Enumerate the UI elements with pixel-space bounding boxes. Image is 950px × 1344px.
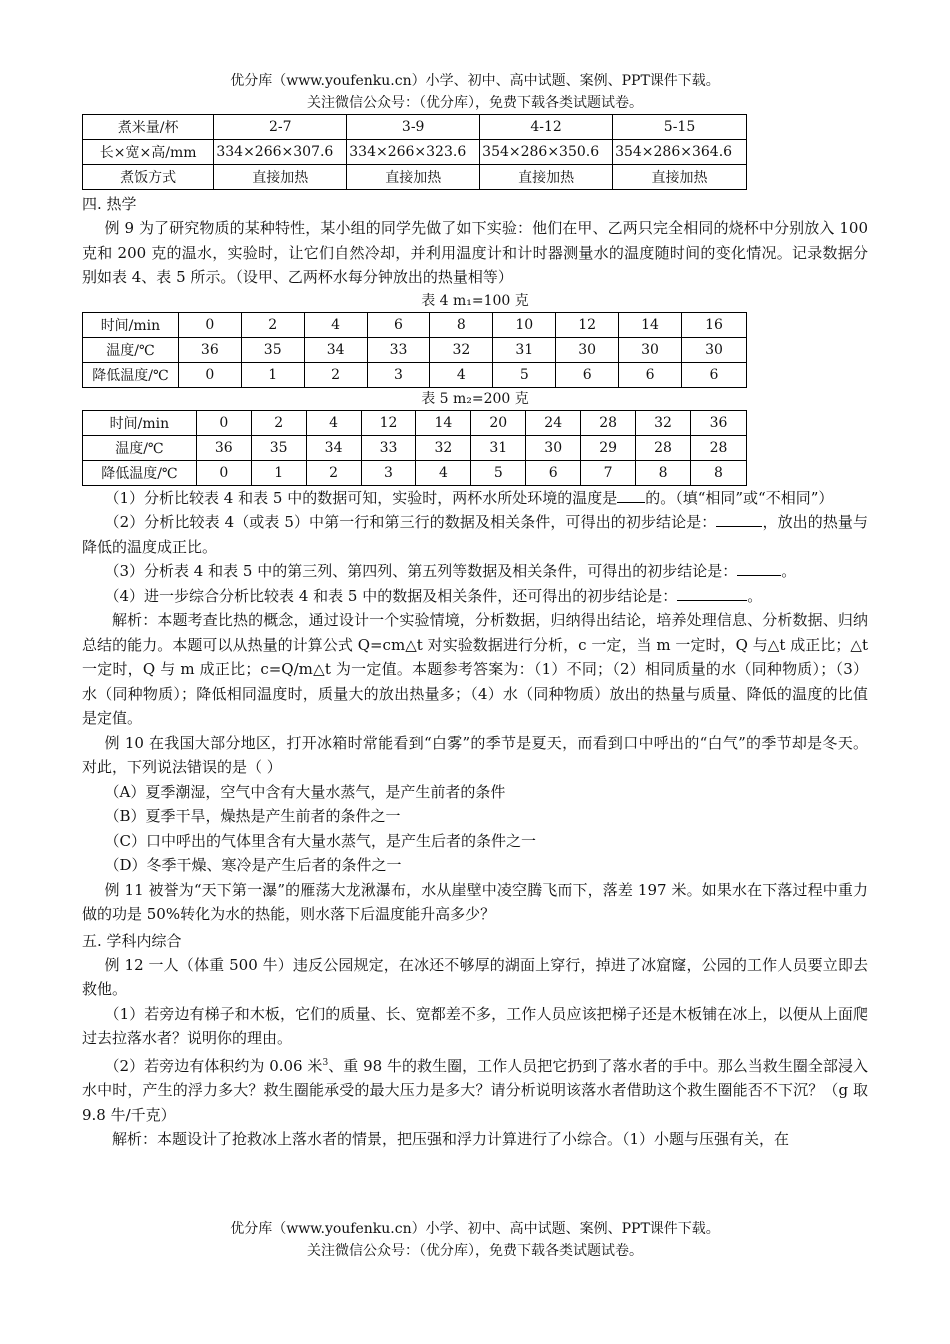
- table-cell: 14: [619, 312, 682, 337]
- table-cell: 334×266×307.6: [214, 140, 347, 165]
- table-cell: 32: [416, 435, 471, 460]
- table-cell: 334×266×323.6: [347, 140, 480, 165]
- option-a: （A）夏季潮湿，空气中含有大量水蒸气，是产生前者的条件: [104, 782, 506, 801]
- table-cell: 4: [430, 362, 493, 387]
- section-heading-5: 五. 学科内综合: [82, 931, 182, 950]
- example-12-text: 例 12 一人（体重 500 牛）违反公园规定，在冰还不够厚的湖面上穿行，掉进了冰窟窿，公园的工作人员要立即去救他。: [82, 955, 868, 998]
- table-cell: 34: [306, 435, 361, 460]
- table-cell: 4: [306, 410, 361, 435]
- table-cell: 0: [196, 460, 251, 485]
- question-2-tail: ，放出的热量与降低的温度成正比。: [82, 513, 868, 556]
- option-b: （B）夏季干旱，燥热是产生前者的条件之一: [104, 807, 401, 825]
- table-cell: 5: [471, 460, 526, 485]
- table-cell: 0: [178, 362, 241, 387]
- table-cell: 直接加热: [613, 165, 747, 190]
- header-line-1: 优分库（www.youfenku.cn）小学、初中、高中试题、案例、PPT课件下载。: [230, 73, 720, 89]
- table-cell: 12: [361, 410, 416, 435]
- table-cell: 4-12: [480, 115, 613, 140]
- table-cell: 0: [178, 312, 241, 337]
- table-cell: 354×286×364.6: [613, 140, 747, 165]
- example-12-analysis: 解析：本题设计了抢救冰上落水者的情景，把压强和浮力计算进行了小综合。（1）小题与压强有关，在: [112, 1130, 790, 1148]
- table-row: [83, 460, 747, 485]
- example-12-q1: （1）若旁边有梯子和木板，它们的质量、长、宽都差不多，工作人员应该把梯子还是木板铺在冰上，以便从上面爬过去拉落水者？说明你的理由。: [82, 1004, 868, 1047]
- table-cell: 31: [493, 337, 556, 362]
- table-4: [82, 312, 747, 388]
- table-cell: 10: [493, 312, 556, 337]
- table-cell: 0: [196, 410, 251, 435]
- table-cell: 温度/℃: [83, 435, 197, 460]
- example-9-text: 例 9 为了研究物质的某种特性，某小组的同学先做了如下实验：他们在甲、乙两只完全相同的烧杯中分别放入 100 克和 200 克的温水，实验时，让它们自然冷却，并利用温度计和计时器测量水的温度随时间的变化情况。记录数据分别如表 4、表 5 所示。（设甲、乙两杯水每分钟放出的热量相等）: [82, 219, 868, 286]
- table-cell: 33: [367, 337, 430, 362]
- option-c: （C）口中呼出的气体里含有大量水蒸气，是产生后者的条件之一: [104, 831, 536, 850]
- page-footer: [82, 1218, 868, 1262]
- table-cell: 6: [682, 362, 747, 387]
- table-cell: 35: [241, 337, 304, 362]
- table-cell: 30: [526, 435, 581, 460]
- table-cell: 直接加热: [347, 165, 480, 190]
- question-1-tail: 的。（填“相同”或“不相同”）: [645, 488, 834, 507]
- table-cell: 35: [251, 435, 306, 460]
- table-cell: 31: [471, 435, 526, 460]
- table-cell: 降低温度/℃: [83, 460, 197, 485]
- table-cell: 6: [619, 362, 682, 387]
- table-row: [83, 115, 747, 140]
- example-11-text: 例 11 被誉为“天下第一瀑”的雁荡大龙湫瀑布，水从崖壁中凌空腾飞而下，落差 197 米。如果水在下落过程中重力做的功是 50%转化为水的热能，则水落下后温度能升高多少？: [82, 880, 868, 923]
- table-cell: 时间/min: [83, 410, 197, 435]
- table-cell: 7: [581, 460, 636, 485]
- table-row: [83, 140, 747, 165]
- table-cell: 8: [430, 312, 493, 337]
- table-5-caption: 表 5 m₂=200 克: [421, 390, 529, 407]
- answer-blank: [737, 575, 781, 576]
- question-3: [82, 559, 868, 584]
- table-cell: 直接加热: [214, 165, 347, 190]
- table-cell: 2: [251, 410, 306, 435]
- table-cell: 直接加热: [480, 165, 613, 190]
- answer-blank: [617, 502, 645, 503]
- table-cell: 33: [361, 435, 416, 460]
- table-cell: 2: [241, 312, 304, 337]
- table-cell: 6: [556, 362, 619, 387]
- footer-line-1: 优分库（www.youfenku.cn）小学、初中、高中试题、案例、PPT课件下载。: [230, 1221, 720, 1237]
- table-row: [83, 337, 747, 362]
- answer-blank: [716, 526, 762, 527]
- table-cell: 8: [636, 460, 691, 485]
- table-4-caption: 表 4 m₁=100 克: [421, 292, 529, 309]
- example-10-text: 例 10 在我国大部分地区，打开冰箱时常能看到“白雾”的季节是夏天，而看到口中呼出的“白气”的季节却是冬天。对此，下列说法错误的是（ ）: [82, 733, 868, 776]
- question-2: [82, 510, 868, 559]
- table-cell: 14: [416, 410, 471, 435]
- table-cell: 3: [361, 460, 416, 485]
- table-cell: 30: [556, 337, 619, 362]
- table-cell: 6: [367, 312, 430, 337]
- table-cell: 2: [306, 460, 361, 485]
- table-cell: 16: [682, 312, 747, 337]
- table-cell: 煮米量/杯: [83, 115, 214, 140]
- table-cell: 降低温度/℃: [83, 362, 179, 387]
- table-row: [83, 165, 747, 190]
- table-cell: 2: [304, 362, 367, 387]
- table-cell: 36: [196, 435, 251, 460]
- q2-superscript: 3: [322, 1057, 329, 1068]
- question-1: [82, 486, 868, 511]
- table-cell: 8: [690, 460, 746, 485]
- table-row: [83, 312, 747, 337]
- table-row: [83, 435, 747, 460]
- table-cell: 煮饭方式: [83, 165, 214, 190]
- question-4-text: （4）进一步综合分析比较表 4 和表 5 中的数据及相关条件，还可得出的初步结论是：: [104, 586, 678, 605]
- footer-line-2: 关注微信公众号：（优分库），免费下载各类试题试卷。: [307, 1243, 643, 1259]
- question-3-tail: 。: [781, 562, 797, 580]
- table-cell: 1: [251, 460, 306, 485]
- table-cell: 2-7: [214, 115, 347, 140]
- table-cell: 6: [526, 460, 581, 485]
- table-cell: 28: [581, 410, 636, 435]
- answer-blank: [677, 600, 747, 601]
- table-cell: 34: [304, 337, 367, 362]
- table-cell: 30: [619, 337, 682, 362]
- rice-cooker-table: [82, 114, 747, 190]
- table-cell: 30: [682, 337, 747, 362]
- table-row: [83, 410, 747, 435]
- table-cell: 36: [178, 337, 241, 362]
- table-cell: 12: [556, 312, 619, 337]
- question-1-text: （1）分析比较表 4 和表 5 中的数据可知，实验时，两杯水所处环境的温度是: [104, 488, 618, 507]
- example-12-q2: [82, 1051, 868, 1128]
- section-heading-4: 四. 热学: [82, 195, 137, 213]
- question-4: [82, 584, 868, 609]
- table-row: [83, 362, 747, 387]
- example-9-analysis: 解析：本题考查比热的概念，通过设计一个实验情境，分析数据，归纳得出结论，培养处理信息、分析数据、归纳总结的能力。本题可以从热量的计算公式 Q=cm△t 对实验数据进行分析，c 一定，当 m 一定时，Q 与△t 成正比；△t 一定时，Q 与 m 成正比；c=Q/m△t 为一定值。本题参考答案为：（1）不同；（2）相同质量的水（同种物质）；（3）水（同种物质）；降低相同温度时，质量大的放出热量多；（4）水（同种物质）放出的热量与质量、降低的温度的比值是定值。: [82, 611, 868, 727]
- table-cell: 温度/℃: [83, 337, 179, 362]
- table-cell: 32: [636, 410, 691, 435]
- table-cell: 4: [416, 460, 471, 485]
- document-page: [82, 70, 868, 1152]
- table-cell: 时间/min: [83, 312, 179, 337]
- q2-tail: 、重 98 牛的救生圈，工作人员把它扔到了落水者的手中。那么当救生圈全部浸入水中时，产生的浮力多大？救生圈能承受的最大压力是多大？请分析说明该落水者借助这个救生圈能否不下沉？（g 取 9.8 牛/千克）: [82, 1056, 868, 1124]
- table-cell: 24: [526, 410, 581, 435]
- header-line-2: 关注微信公众号：（优分库），免费下载各类试题试卷。: [307, 95, 643, 111]
- table-5: [82, 410, 747, 486]
- table-cell: 36: [690, 410, 746, 435]
- table-cell: 长×宽×高/mm: [83, 140, 214, 165]
- table-cell: 28: [690, 435, 746, 460]
- question-4-tail: 。: [747, 586, 763, 605]
- table-cell: 354×286×350.6: [480, 140, 613, 165]
- q2-text: （2）若旁边有体积约为 0.06 米: [104, 1056, 323, 1075]
- table-cell: 29: [581, 435, 636, 460]
- table-cell: 5-15: [613, 115, 747, 140]
- question-2-text: （2）分析比较表 4（或表 5）中第一行和第三行的数据及相关条件，可得出的初步结论是：: [104, 513, 717, 531]
- table-cell: 3-9: [347, 115, 480, 140]
- question-3-text: （3）分析表 4 和表 5 中的第三列、第四列、第五列等数据及相关条件，可得出的初步结论是：: [104, 562, 738, 580]
- table-cell: 1: [241, 362, 304, 387]
- page-header: [82, 70, 868, 114]
- table-cell: 32: [430, 337, 493, 362]
- table-cell: 20: [471, 410, 526, 435]
- option-d: （D）冬季干燥、寒冷是产生后者的条件之一: [104, 856, 402, 874]
- table-cell: 3: [367, 362, 430, 387]
- table-cell: 5: [493, 362, 556, 387]
- table-cell: 4: [304, 312, 367, 337]
- table-cell: 28: [636, 435, 691, 460]
